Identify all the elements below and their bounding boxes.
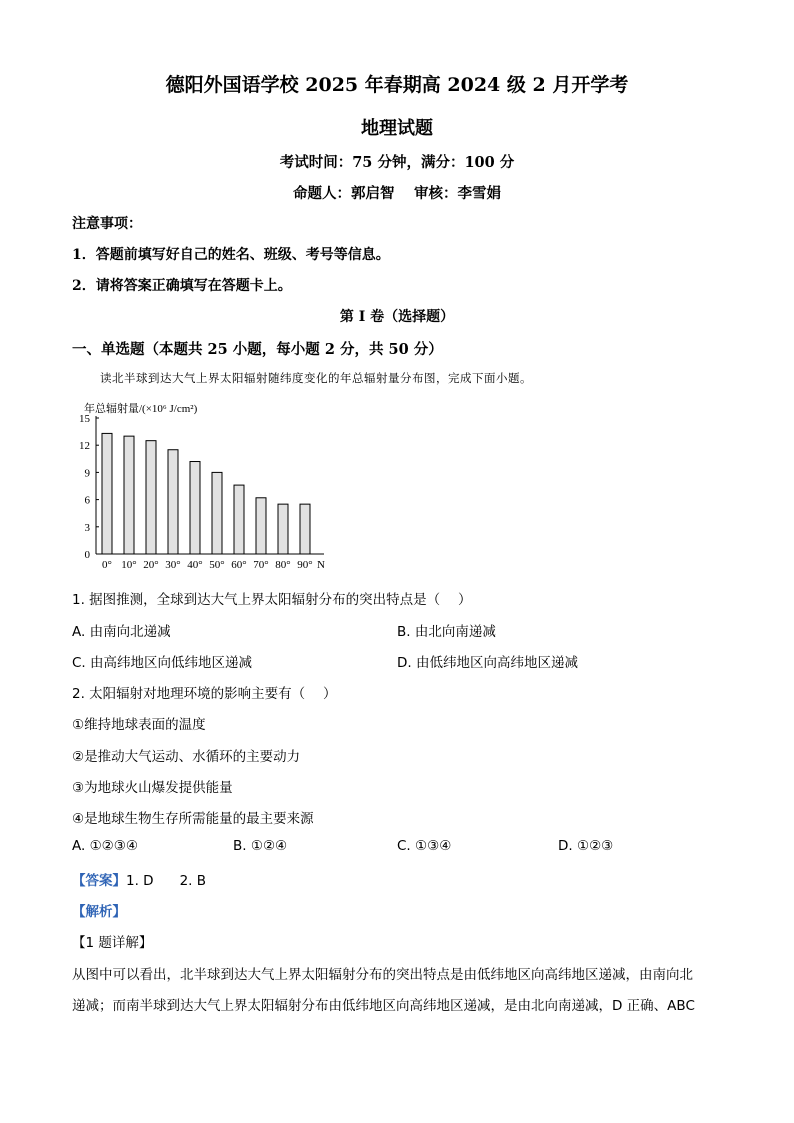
question-1-option-a: A. 由南向北递减 (72, 624, 171, 640)
analysis-label: 【解析】 (72, 904, 126, 920)
x-tick-label: 80° (275, 559, 291, 570)
question-2-option-a: A. ①②③④ (72, 838, 138, 854)
chart-bar (124, 436, 134, 554)
q1-detail-heading: 【1 题详解】 (72, 935, 153, 951)
section-heading: 第 I 卷（选择题） (339, 309, 455, 325)
chart-bar (234, 485, 244, 554)
question-intro: 读北半球到达大气上界太阳辐射随纬度变化的年总辐射量分布图，完成下面小题。 (100, 371, 532, 385)
answer-label: 【答案】 (72, 873, 126, 889)
x-tick-label: 50° (209, 559, 225, 570)
question-1-option-d: D. 由低纬地区向高纬地区递减 (397, 655, 578, 671)
y-tick-label: 0 (84, 549, 90, 561)
chart-bar (212, 472, 222, 554)
x-tick-label: 90° (297, 559, 313, 570)
chart-bar (102, 433, 112, 554)
x-tick-label: 0° (102, 559, 112, 570)
answer-2: 2. B (179, 873, 207, 889)
y-tick-label: 3 (84, 521, 90, 534)
x-axis-end-label: N (317, 559, 325, 570)
answer-row (72, 869, 206, 889)
author-info: 命题人：郭启智 审核：李雪娟 (292, 185, 502, 202)
radiation-bar-chart (70, 398, 340, 570)
x-tick-label: 70° (253, 559, 269, 570)
question-2-statement-3: ③为地球火山爆发提供能量 (72, 780, 233, 796)
question-2-statement-4: ④是地球生物生存所需能量的最主要来源 (72, 811, 314, 827)
y-tick-label: 9 (84, 467, 90, 480)
question-1-stem: 1. 据图推测，全球到达大气上界太阳辐射分布的突出特点是（ ） (72, 592, 472, 608)
chart-bar (146, 441, 156, 554)
chart-bar (190, 462, 200, 554)
chart-ylabel: 年总辐射量/(×10⁶ J/cm²) (84, 403, 198, 415)
exam-time-info: 考试时间：75 分钟，满分：100 分 (279, 154, 515, 171)
chart-bar (300, 504, 310, 554)
notice-item-1: 1．答题前填写好自己的姓名、班级、考号等信息。 (72, 247, 390, 263)
part-heading: 一、单选题（本题共 25 小题，每小题 2 分，共 50 分） (72, 341, 443, 358)
notice-heading: 注意事项： (72, 216, 142, 232)
question-2-option-b: B. ①②④ (233, 838, 288, 854)
notice-item-2: 2．请将答案正确填写在答题卡上。 (72, 278, 292, 294)
y-tick-label: 6 (84, 494, 90, 507)
y-tick-label: 15 (79, 413, 90, 425)
question-2-option-c: C. ①③④ (397, 838, 452, 854)
question-2-statement-2: ②是推动大气运动、水循环的主要动力 (72, 749, 301, 765)
answer-1: 1. D (126, 873, 154, 889)
question-2-option-d: D. ①②③ (558, 838, 614, 854)
chart-bar (168, 450, 178, 554)
x-tick-label: 20° (143, 559, 159, 570)
chart-bar (278, 504, 288, 554)
y-tick-label: 12 (79, 440, 90, 453)
question-1-option-c: C. 由高纬地区向低纬地区递减 (72, 655, 253, 671)
exam-title: 德阳外国语学校 2025 年春期高 2024 级 2 月开学考 (165, 74, 629, 96)
x-tick-label: 30° (165, 559, 181, 570)
explanation-line-1: 从图中可以看出，北半球到达大气上界太阳辐射分布的突出特点是由低纬地区向高纬地区递减，由南向北 (72, 967, 693, 983)
x-tick-label: 10° (121, 559, 137, 570)
explanation-line-2: 递减；而南半球到达大气上界太阳辐射分布由低纬地区向高纬地区递减，是由北向南递减，D 正确、ABC (72, 998, 695, 1014)
x-tick-label: 40° (187, 559, 203, 570)
question-2-stem: 2. 太阳辐射对地理环境的影响主要有（ ） (72, 686, 337, 702)
question-1-option-b: B. 由北向南递减 (397, 624, 496, 640)
chart-bar (256, 498, 266, 554)
question-2-statement-1: ①维持地球表面的温度 (72, 717, 206, 733)
x-tick-label: 60° (231, 559, 247, 570)
subject-title: 地理试题 (361, 118, 433, 139)
